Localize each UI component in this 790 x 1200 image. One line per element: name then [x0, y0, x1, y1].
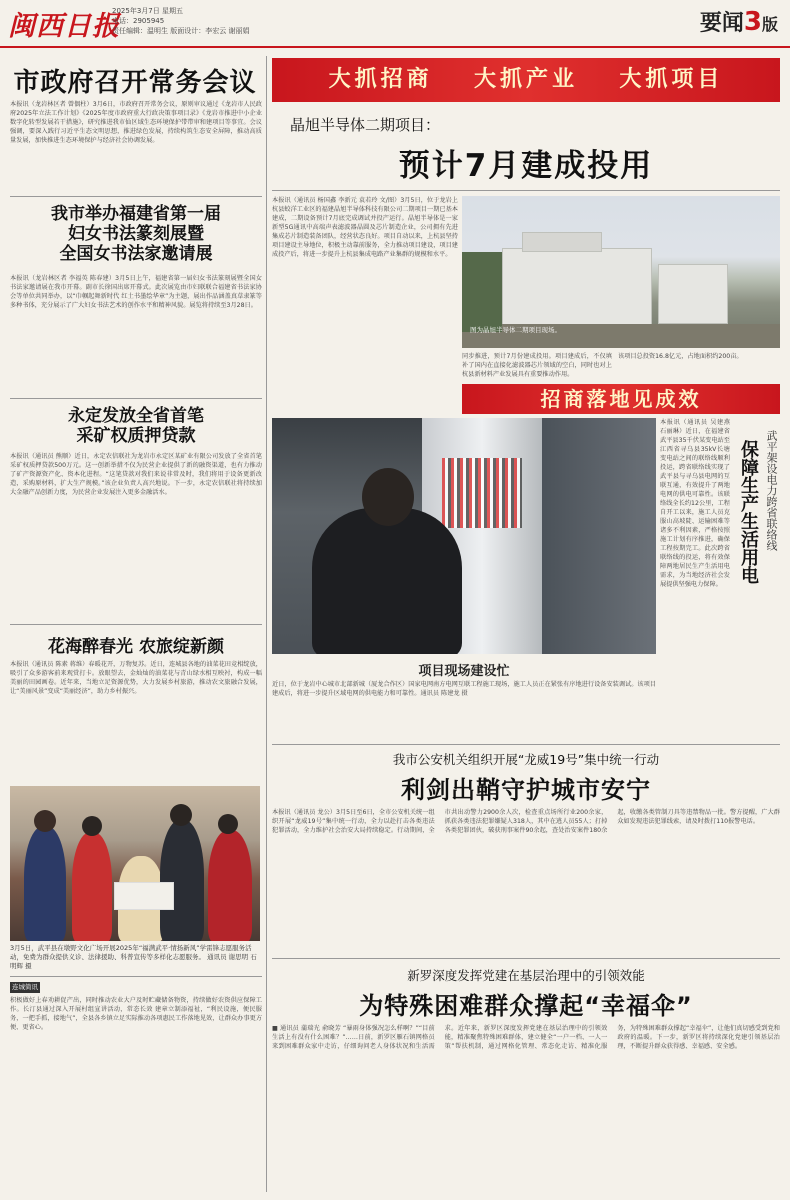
newspaper-logo: 闽西日报 [8, 11, 120, 42]
person-head [170, 804, 192, 826]
article4-body: 本报讯（通讯员 陈素 蒋维）春暖花开，万物复苏。近日，连城县各地的油菜花田竞相绽放，吸引了众多游客前来观赏打卡。放眼望去，金灿灿的油菜花与青山绿水相互映衬，构成一幅美丽的田园画卷。近年来，当地立足资源优势，大力发展乡村旅游，推动农文旅融合发展，让“美丽风景”变成“美丽经济”，助力乡村振兴。 [10, 661, 262, 695]
volunteer-photo-caption: 3月5日，武平县在墩野文化广场开展2025年“福满武平·情扬新风”学雷锋志愿服务活动，免费为群众提供义诊、法律援助、科普宣传等多样化志愿服务。 通讯员 谢思明 石明辉 摄 [10, 944, 257, 970]
person-head [82, 816, 102, 836]
campaign-banner [272, 58, 780, 102]
divider [10, 624, 262, 625]
volunteer-event-photo [10, 786, 260, 941]
person-head [34, 810, 56, 832]
article2-body: 本报讯（龙岩林区者 李福英 陈春建）3月5日上午，福建省第一届妇女书法篆刻展暨全国女书法家邀请展在我市开幕。副市长徐国出席开幕式。此次展览由市妇联联合福建省书法家协会等单位共同举办，以“巾帼起舞新时代 红土书墨绘华章”为主题，展出作品涵盖真草隶篆等多种书体，充分展示了广大妇女书法艺术的创作水平和精神风貌。展览将持续至3月28日。 [10, 275, 262, 309]
article3-headline [10, 406, 262, 446]
article7-body: ■ 通讯员 蒲瑞光 俞晓芳 “暴雨身体强况怎么样啊？”“目前生活上有没有什么困难？”……日前，新罗区雁石镇网格员来到困难群众家中走访，仔细询问老人身体状况和生活需求。近年来，新罗区深度发挥党建在基层治理中的引领效能，精准聚焦特殊困难群体，建立健全“一户一档、一人一策”帮扶机制，通过网格化管理、常态化走访、精准化服务，为特殊困难群众撑起“幸福伞”，让他们真切感受到党和政府的温暖。下一步，新罗区将持续深化党建引领基层治理，不断提升群众获得感、幸福感、安全感。 [272, 1025, 780, 1050]
feature-body-3: 该项目总投资16.8亿元，占地面积约200亩。 [618, 353, 743, 360]
person-figure [208, 830, 252, 941]
worker-head [362, 468, 414, 526]
banner-item-1: 大抓招商 [328, 67, 433, 92]
divider [272, 958, 780, 959]
factory-building [502, 248, 652, 328]
article5-body: 本报讯（通讯员 吴建燕 石丽琳）近日，在福建省武平县35千伏某变电站至江西省寻乌县35kV长塘变电站之间的联络线顺利投运，跨省联络线实现了武平县与寻乌县电网的互联互通，有效提升了两地电网的供电可靠性。该联络线全长约12公里，工程自开工以来，施工人员克服山高坡陡、运输困难等诸多不利因素，严格按照施工计划有序推进，确保工程按期完工。此次跨省联络线的投运，将有效保障两地居民生产生活用电需求，为当地经济社会发展提供坚强电力保障。 [660, 419, 730, 588]
page-suffix: 版 [761, 15, 778, 34]
masthead-info [112, 6, 249, 36]
article3-headline-line1: 永定发放全省首笔 [68, 406, 204, 426]
issue-phone: 电话：2905945 [112, 17, 165, 25]
article2-headline-line2: 妇女书法篆刻展暨 [68, 224, 204, 244]
article7-headline: 为特殊困难群众撑起“幸福伞” [359, 992, 693, 1020]
article6-body: 本报讯（通讯员 龙公）3月5日至6日，全市公安机关统一组织开展“龙威19号”集中统一行动，全力以赴打击各类违法犯罪活动，全力维护社会治安大局持续稳定。行动期间，全市共出动警力2900余人次，检查重点场所行业200余家，抓获各类违法犯罪嫌疑人318人，其中在逃人员55人；打掉各类犯罪团伙，破获刑事案件90余起，查处治安案件180余起，收缴各类管制刀具等违禁物品一批。警方提醒，广大群众如发现违法犯罪线索，请及时拨打110报警电话。 [272, 809, 780, 834]
divider [10, 976, 262, 977]
divider [272, 190, 780, 191]
article6-headline: 利剑出鞘守护城市安宁 [401, 776, 651, 804]
article2-headline-line3: 全国女书法家邀请展 [59, 244, 213, 264]
banner-item-2: 大抓产业 [473, 67, 578, 92]
article1-headline: 市政府召开常务会议 [13, 68, 257, 98]
article2-headline-line1: 我市举办福建省第一届 [51, 204, 221, 224]
worker-photo-caption: 项目现场建设忙 [418, 664, 510, 679]
factory-roof-unit [522, 232, 602, 252]
article7-kicker: 新罗深度发挥党建在基层治理中的引领效能 [407, 968, 645, 983]
divider [10, 398, 262, 399]
feature-kicker: 晶旭半导体二期项目： [290, 116, 441, 134]
person-figure [160, 820, 204, 941]
column-divider [266, 56, 267, 1192]
issue-date: 2025年3月7日 星期五 [112, 7, 183, 15]
article5-side-headline: 保障生产生活用电 [738, 440, 759, 584]
brief-body: 积极做好上春劝耕促产出，同时推动农业大户及时贮藏储备物资，持续做好农资供应保障工作。长汀县通过深入开展村组宣讲活动，常态长效 建章立制添福祉，“利民设施，便民服务，一把手抓，接地气”，全县各乡镇立足实际推动各项惠民工作落地见效，让群众办事更方便、更省心。 [10, 997, 262, 1031]
section-label [700, 6, 778, 37]
article5-side-kicker: 武平架设电力跨省联络线 [765, 430, 778, 551]
wiring [442, 458, 522, 528]
factory-annex [658, 264, 728, 324]
feature-body: 本报讯（通讯员 杨国鑫 李新元 袁若玲 文/图）3月5日，位于龙岩上杭县蛟洋工业区的福建晶旭半导体科技有限公司二期项目一期已基本建成，二期设备预计7月底完成调试并投产运行。晶旭半导体是一家新型5G通讯中高端声表滤波器晶圆及芯片制造企业，公司拥有先进集成芯片制造装备团队，经营状态良好。项目自动以来，上杭县坚持项目建设主导地位，积极主动靠前服务，全力推动项目建设，项目建成投产后，将进一步提升上杭县集成电路产业集群的规模和水平。 [272, 197, 458, 258]
brief-tag: 连城简讯 [12, 983, 38, 991]
article1-body: 本报讯（龙岩林区者 曾偶柱）3月6日，市政府召开常务会议，原则审议通过《龙岩市人民政府2025年立法工作计划》《2025年度市政府重大行政决策事项目录》《龙岩市推进中小企业数字化转型发展若干措施》，研究推进我市仙区域生态环境保护带带审和建项目等事宜。会议强调，要深入践行习近平生态文明思想，推进绿色发展，持续构筑生态安全屏障，推动高质量发展，加快推进生态环境保护与经济社会协调发展。 [10, 101, 262, 144]
article4-headline: 花海醉春光 农旅绽新颜 [48, 637, 224, 657]
article2-headline [10, 204, 262, 264]
trees [462, 252, 502, 332]
success-banner: 招商落地见成效 [462, 384, 780, 414]
divider [272, 744, 780, 745]
leaflet [114, 882, 174, 910]
person-figure [72, 832, 112, 941]
wall [542, 418, 656, 654]
section-name: 要闻 [699, 11, 744, 36]
factory-photo-caption: 图为晶旭半导体二期项目现场。 [470, 326, 561, 334]
worker-photo-text: 近日，位于龙岩中心城市北部新城（厦龙合作区）国家电网南方电网互联工程施工现场，施工人员正在紧张有序地进行设备安装调试。该项目建成后，将进一步提升区域电网的供电能力和可靠性。通讯员 陈建龙 摄 [272, 681, 656, 697]
person-figure [24, 826, 66, 941]
article6-kicker: 我市公安机关组织开展“龙威19号”集中统一行动 [392, 752, 660, 767]
article3-headline-line2: 采矿权质押贷款 [76, 426, 196, 446]
person-head [218, 814, 238, 834]
worker-figure [312, 508, 462, 654]
feature-body-2: 同步推进，预计7月份建成投用。项目建成后，不仅填补了国内在直接化滤波器芯片领域的空白，同时也对上杭县新材料产业发展具有重要推动作用。 [462, 353, 612, 378]
page-number: 3 [743, 7, 762, 37]
banner-item-3: 大抓项目 [619, 67, 724, 92]
power-worker-photo [272, 418, 656, 654]
feature-headline: 预计7月建成投用 [398, 148, 654, 184]
article3-body: 本报讯（通讯员 熊顺）近日，永定农信联社为龙岩市永定区某矿业有限公司发放了全省首笔采矿权质押贷款500万元。这一创新举措不仅为民营企业提供了新的融资渠道，也有力推动了矿产资源资产化、资本化进程。“这笔贷款对我们来说非常及时，我们将用于设备更新改造，采购原材料，扩大生产规模。”该企业负责人高兴地说。下一步，永定农信联社将持续加大金融产品创新力度，为民营企业发展注入更多金融活水。 [10, 453, 262, 496]
issue-editors: 责任编辑：温明生 版面设计：李宏云 谢丽娟 [112, 27, 250, 35]
divider [10, 196, 262, 197]
